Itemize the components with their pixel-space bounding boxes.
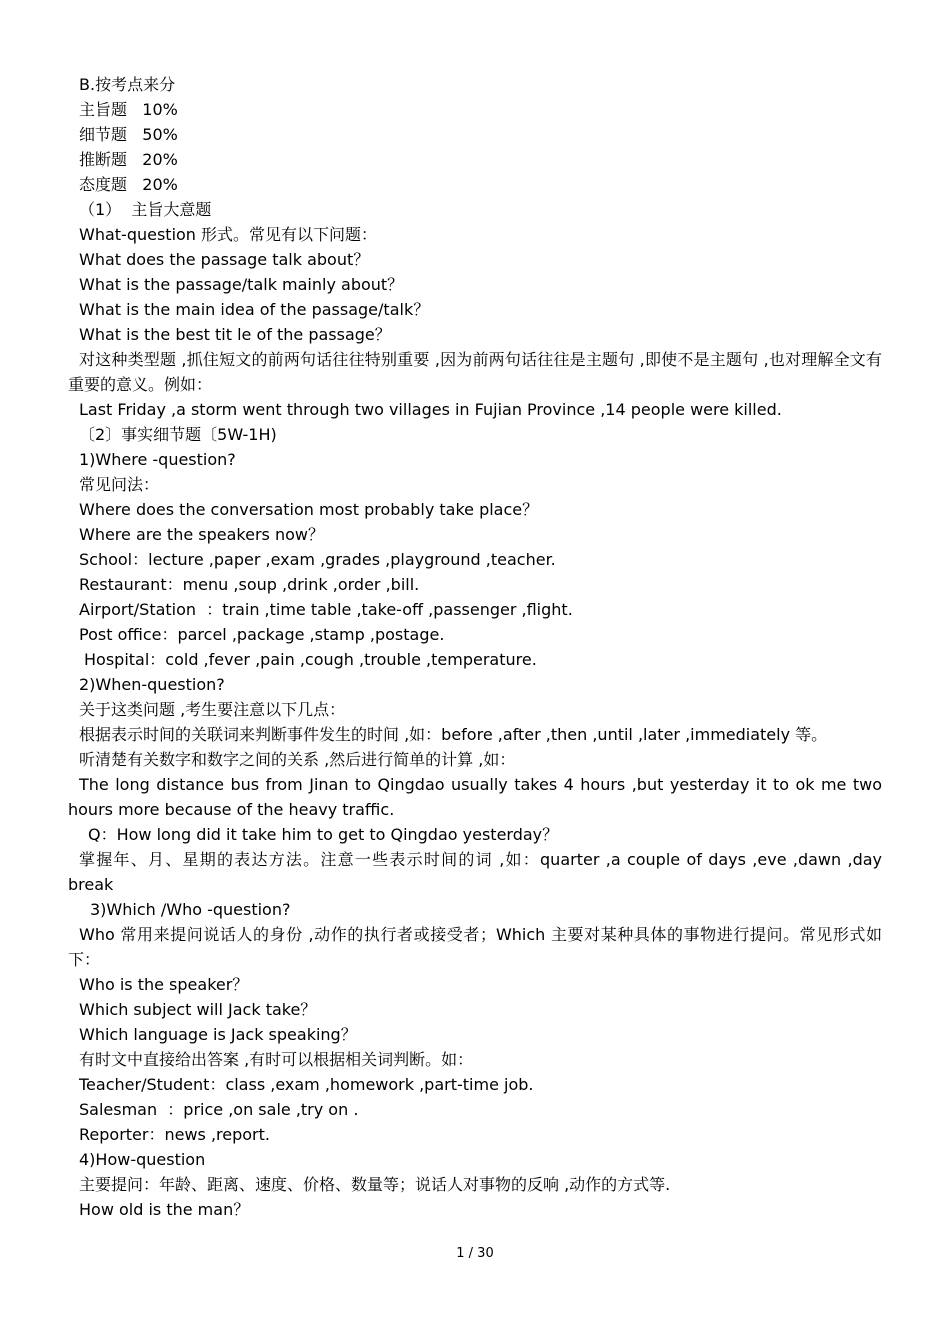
section-heading: （1） 主旨大意题 — [79, 200, 212, 219]
text-line: 主要提问：年龄、距离、速度、价格、数量等；说话人对事物的反响 ,动作的方式等. — [79, 1175, 671, 1194]
text-line: 关于这类问题 ,考生要注意以下几点： — [79, 700, 346, 719]
text-line: 1)Where -question? — [79, 450, 236, 469]
text-line: What does the passage talk about？ — [79, 250, 370, 269]
text-line: Last Friday ,a storm went through two villages in Fujian Province ,14 people were killed. — [79, 400, 782, 419]
text-line: Where are the speakers now？ — [79, 525, 324, 544]
text-line: 常见问法： — [79, 475, 160, 494]
text-line: What is the best tit le of the passage？ — [79, 325, 391, 344]
text-line: Teacher/Student：class ,exam ,homework ,part-time job. — [79, 1075, 534, 1094]
text-line: 4)How-question — [79, 1150, 206, 1169]
text-paragraph: The long distance bus from Jinan to Qingdao usually takes 4 hours ,but yesterday it to ok me two hours more because of the heavy traffic. — [68, 775, 888, 819]
text-line: Reporter：news ,report. — [79, 1125, 270, 1144]
text-paragraph: 对这种类型题 ,抓住短文的前两句话往往特别重要 ,因为前两句话往往是主题句 ,即使不是主题句 ,也对理解全文有重要的意义。例如： — [68, 350, 882, 394]
text-line: B.按考点来分 — [79, 75, 176, 94]
text-paragraph: 掌握年、月、星期的表达方法。注意一些表示时间的词 ,如：quarter ,a couple of days ,eve ,dawn ,day break — [68, 850, 888, 894]
text-line: 听清楚有关数字和数字之间的关系 ,然后进行简单的计算 ,如： — [79, 750, 516, 769]
text-line: 态度题 20% — [79, 175, 178, 194]
text-line: 有时文中直接给出答案 ,有时可以根据相关词判断。如： — [79, 1050, 474, 1069]
section-heading: 〔2〕事实细节题〔5W-1H) — [79, 425, 277, 444]
text-line: 2)When-question? — [79, 675, 225, 694]
text-line: How old is the man？ — [79, 1200, 250, 1219]
text-line: What is the main idea of the passage/talk？ — [79, 300, 430, 319]
text-line: 3)Which /Who -question? — [90, 900, 291, 919]
text-line: Restaurant：menu ,soup ,drink ,order ,bill. — [79, 575, 420, 594]
text-line: Airport/Station ：train ,time table ,take-off ,passenger ,flight. — [79, 600, 573, 619]
text-line: Post office：parcel ,package ,stamp ,postage. — [79, 625, 445, 644]
text-line: What-question 形式。常见有以下问题： — [79, 225, 378, 244]
text-line: 推断题 20% — [79, 150, 178, 169]
document-body — [68, 72, 888, 1222]
text-line: Who is the speaker？ — [79, 975, 249, 994]
text-line: Salesman ：price ,on sale ,try on . — [79, 1100, 359, 1119]
text-line: 主旨题 10% — [79, 100, 178, 119]
page-number: 1 / 30 — [456, 1246, 494, 1261]
text-line: 根据表示时间的关联词来判断事件发生的时间 ,如：before ,after ,then ,until ,later ,immediately 等。 — [79, 725, 828, 744]
text-line: School：lecture ,paper ,exam ,grades ,playground ,teacher. — [79, 550, 556, 569]
text-paragraph: Who 常用来提问说话人的身份 ,动作的执行者或接受者；Which 主要对某种具体的事物进行提问。常见形式如下： — [68, 925, 882, 969]
text-line: Which subject will Jack take？ — [79, 1000, 317, 1019]
text-line: 细节题 50% — [79, 125, 178, 144]
text-line: Hospital：cold ,fever ,pain ,cough ,trouble ,temperature. — [84, 650, 537, 669]
text-line: Q：How long did it take him to get to Qingdao yesterday？ — [88, 825, 559, 844]
text-line: What is the passage/talk mainly about？ — [79, 275, 404, 294]
text-line: Which language is Jack speaking？ — [79, 1025, 357, 1044]
text-line: Where does the conversation most probably take place？ — [79, 500, 539, 519]
